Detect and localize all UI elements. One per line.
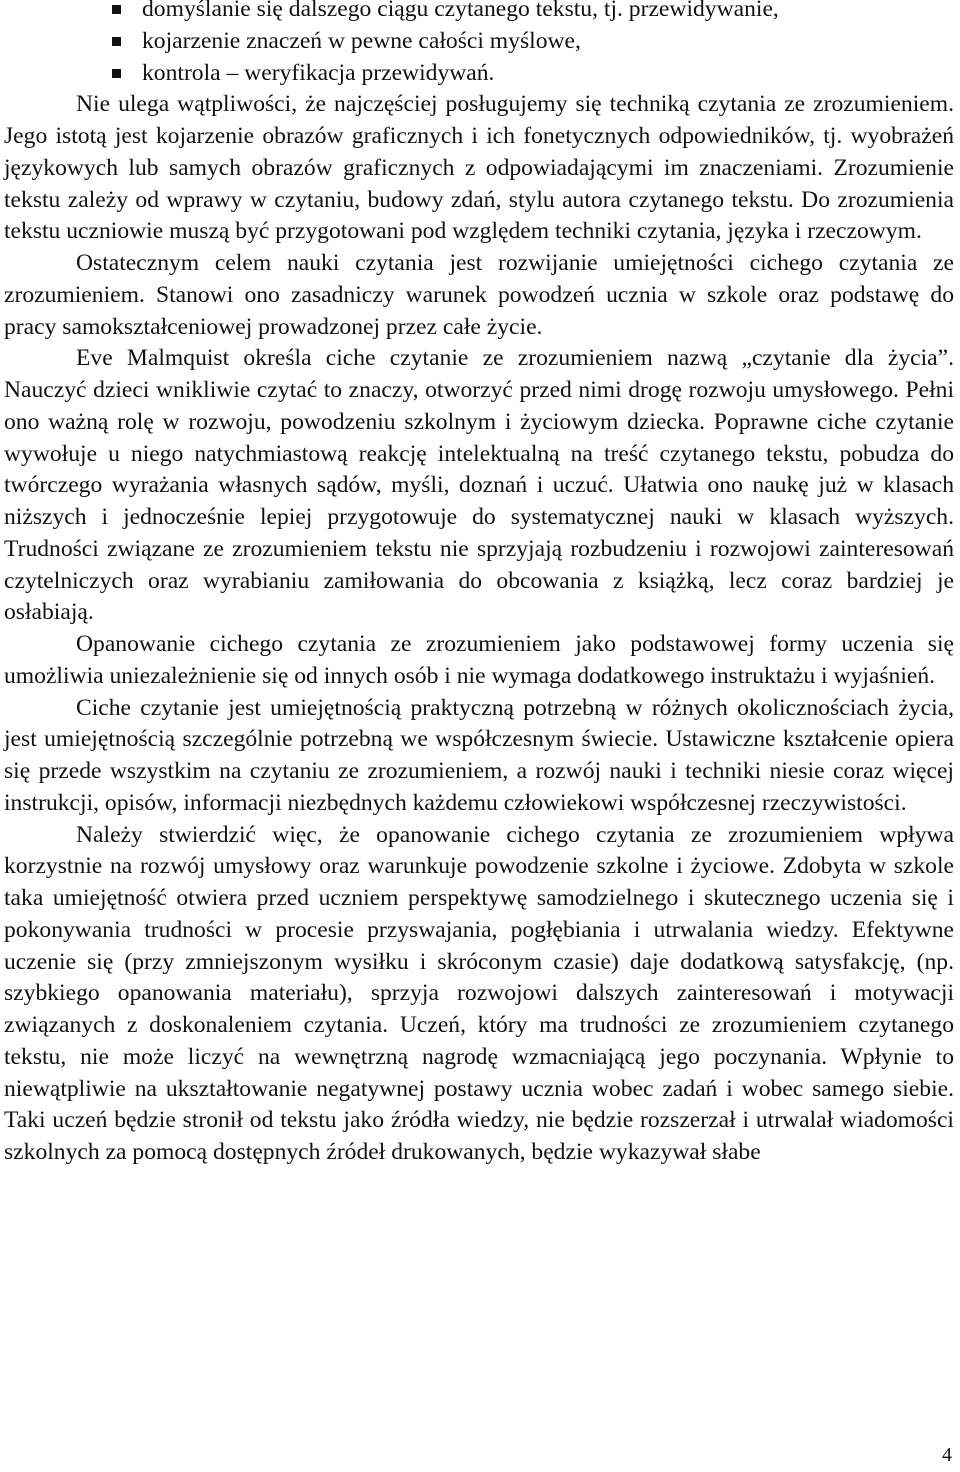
bullet-list <box>4 0 954 89</box>
paragraph: Ciche czytanie jest umiejętnością praktyczną potrzebną w różnych okolicznościach życia, jest umiejętnością szczególnie potrzebną we współczesnym świecie. Ustawiczne kształcenie opiera się przede wszystkim na czytaniu ze zrozumieniem, a rozwój nauki i techniki niesie coraz więcej instrukcji, opisów, informacji niezbędnych każdemu człowiekowi współczesnej rzeczywistości. <box>4 694 954 816</box>
paragraph: Ostatecznym celem nauki czytania jest rozwijanie umiejętności cichego czytania ze zrozumieniem. Stanowi ono zasadniczy warunek powodzeń ucznia w szkole oraz podstawę do pracy samokształceniowej prowadzonej przez całe życie. <box>4 250 954 340</box>
bullet-item <box>4 58 954 90</box>
bullet-text: domyślanie się dalszego ciągu czytanego tekstu, tj. przewidywanie, <box>142 0 779 22</box>
square-bullet-icon <box>112 69 121 78</box>
bullet-item <box>4 26 954 58</box>
paragraph: Należy stwierdzić więc, że opanowanie cichego czytania ze zrozumieniem wpływa korzystnie na rozwój umysłowy oraz warunkuje powodzenie szkolne i życiowe. Zdobyta w szkole taka umiejętność otwiera przed uczniem perspektywę samodzielnego i skutecznego uczenia się i pokonywania trudności w procesie przyswajania, pogłębiania i utrwalania wiedzy. Efektywne uczenie się (przy zmniejszonym wysiłku i skróconym czasie) daje dodatkową satysfakcję, (np. szybkiego opanowania materiału), sprzyja rozwojowi dalszych zainteresowań i motywacji związanych z doskonaleniem czytania. Uczeń, który ma trudności ze zrozumieniem czytanego tekstu, nie może liczyć na wewnętrzną nagrodę wzmacniającą jego poczynania. Wpłynie to niewątpliwie na ukształtowanie negatywnej postawy ucznia wobec zadań i wobec samego siebie. Taki uczeń będzie stronił od tekstu jako źródła wiedzy, nie będzie rozszerzał i utrwalał wiadomości szkolnych za pomocą dostępnych źródeł drukowanych, będzie wykazywał słabe <box>4 821 954 1165</box>
paragraph: Opanowanie cichego czytania ze zrozumieniem jako podstawowej formy uczenia się umożliwia uniezależnienie się od innych osób i nie wymaga dodatkowego instruktażu i wyjaśnień. <box>4 631 954 689</box>
page-number: 4 <box>942 1444 952 1466</box>
bullet-text: kontrola – weryfikacja przewidywań. <box>142 59 495 86</box>
paragraph: Eve Malmquist określa ciche czytanie ze zrozumieniem nazwą „czytanie dla życia”. Nauczyć dzieci wnikliwie czytać to znaczy, otworzyć przed nimi drogę rozwoju umysłowego. Pełni ono ważną rolę w rozwoju, powodzeniu szkolnym i życiowym dziecka. Poprawne ciche czytanie wywołuje u niego natychmiastową reakcję intelektualną na treść czytanego tekstu, pobudza do twórczego wyrażania własnych sądów, myśli, doznań i uczuć. Ułatwia ono naukę już w klasach niższych i jednocześnie lepiej przygotowuje do systematycznej nauki w klasach wyższych. Trudności związane ze zrozumieniem tekstu nie sprzyjają rozbudzeniu i rozwojowi zainteresowań czytelniczych oraz wyrabianiu zamiłowania do obcowania z książką, lecz coraz bardziej je osłabiają. <box>4 345 954 626</box>
document-page <box>4 0 954 1169</box>
bullet-item <box>4 0 954 26</box>
bullet-text: kojarzenie znaczeń w pewne całości myślowe, <box>142 27 581 54</box>
square-bullet-icon <box>112 37 121 46</box>
square-bullet-icon <box>112 5 121 14</box>
paragraph: Nie ulega wątpliwości, że najczęściej posługujemy się techniką czytania ze zrozumieniem. Jego istotą jest kojarzenie obrazów graficznych i ich fonetycznych odpowiedników, tj. wyobrażeń językowych lub samych obrazów graficznych z odpowiadającymi im znaczeniami. Zrozumienie tekstu zależy od wprawy w czytaniu, budowy zdań, stylu autora czytanego tekstu. Do zrozumienia tekstu uczniowie muszą być przygotowani pod względem techniki czytania, języka i rzeczowym. <box>4 91 954 245</box>
